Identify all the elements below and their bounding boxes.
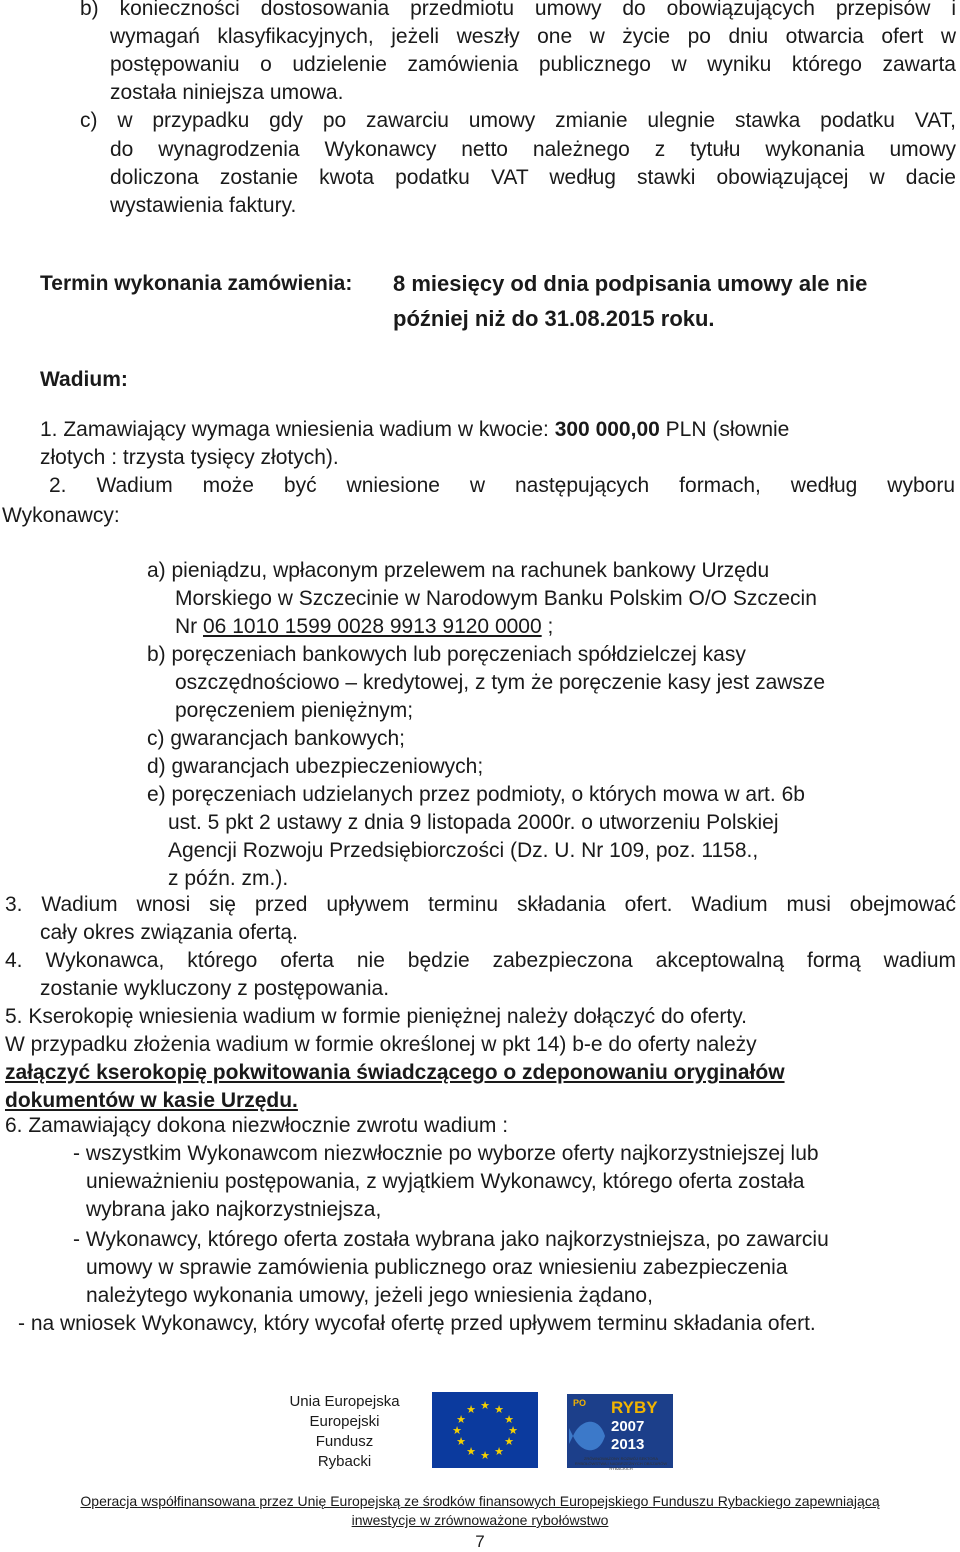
text-line: załączyć kserokopię pokwitowania świadczącego o zdeponowaniu oryginałów	[5, 1061, 785, 1084]
text-line: 2. Wadium może być wniesione w następujących formach, według wyboru	[49, 474, 955, 497]
footer-line: Operacja współfinansowana przez Unię Europejską ze środków finansowych Europejskiego Funduszu Rybackiego zapewniającą	[80, 1493, 880, 1509]
text-line: Wykonawcy:	[2, 504, 120, 527]
eu-flag-icon	[432, 1392, 538, 1468]
svg-text:★: ★	[480, 1449, 490, 1462]
termin-value: 8 miesięcy od dnia podpisania umowy ale nie	[393, 271, 868, 296]
svg-text:★: ★	[504, 1413, 514, 1426]
footer-line: inwestycje w zrównoważone rybołówstwo	[351, 1512, 609, 1528]
eu-fund-label	[282, 1392, 407, 1472]
text-line: W przypadku złożenia wadium w formie określonej w pkt 14) b-e do oferty należy	[5, 1033, 757, 1056]
text-line: b) poręczeniach bankowych lub poręczeniach spółdzielczej kasy	[147, 643, 746, 666]
wadium-heading: Wadium:	[40, 368, 128, 391]
svg-text:★: ★	[452, 1424, 462, 1437]
text-line: Agencji Rozwoju Przedsiębiorczości (Dz. U. Nr 109, poz. 1158.,	[168, 839, 759, 862]
text-line: wystawienia faktury.	[110, 194, 297, 217]
text-span: Nr	[175, 615, 203, 638]
svg-text:★: ★	[508, 1424, 518, 1437]
text-span: 1. Zamawiający wymaga wniesienia wadium w kwocie:	[40, 418, 555, 441]
text-line: należytego wykonania umowy, jeżeli jego wniesienia żądano,	[86, 1284, 653, 1307]
text-line: dokumentów w kasie Urzędu.	[5, 1089, 298, 1112]
text-line: została niniejsza umowa.	[110, 81, 344, 104]
logos-area	[282, 1392, 682, 1482]
text-line: postępowaniu o udzielenie zamówienia publicznego w wyniku którego zawarta	[110, 53, 956, 76]
svg-text:★: ★	[466, 1445, 476, 1458]
text-line: 3. Wadium wnosi się przed upływem terminu składania ofert. Wadium musi obejmować	[5, 893, 956, 916]
text-line: doliczona zostanie kwota podatku VAT według stawki obowiązującej w dacie	[110, 166, 956, 189]
eu-line: Rybacki	[317, 1453, 372, 1470]
text-line: - Wykonawcy, którego oferta została wybrana jako najkorzystniejsza, po zawarciu	[73, 1228, 829, 1251]
text-line: e) poręczeniach udzielanych przez podmioty, o których mowa w art. 6b	[147, 783, 805, 806]
termin-label: Termin wykonania zamówienia:	[40, 272, 353, 295]
svg-text:★: ★	[456, 1413, 466, 1426]
text-line	[175, 613, 553, 641]
text-line: oszczędnościowo – kredytowej, z tym że poręczenie kasy jest zawsze	[175, 671, 826, 694]
text-line: Morskiego w Szczecinie w Narodowym Banku Polskim O/O Szczecin	[175, 587, 817, 610]
text-span: PLN (słownie	[659, 418, 790, 441]
text-line: poręczeniem pieniężnym;	[175, 699, 414, 722]
termin-value: później niż do 31.08.2015 roku.	[393, 306, 715, 331]
svg-text:★: ★	[456, 1435, 466, 1448]
text-line: do wynagrodzenia Wykonawcy netto należnego z tytułu wykonania umowy	[110, 138, 956, 161]
account-number: 06 1010 1599 0028 9913 9120 0000	[203, 615, 542, 638]
text-line: b) konieczności dostosowania przedmiotu umowy do obowiązujących przepisów i	[80, 0, 956, 20]
text-line: wybrana jako najkorzystniejsza,	[86, 1198, 382, 1221]
text-line: a) pieniądzu, wpłaconym przelewem na rachunek bankowy Urzędu	[147, 559, 770, 582]
svg-text:★: ★	[504, 1435, 514, 1448]
text-line	[40, 416, 789, 444]
text-line: cały okres związania ofertą.	[40, 921, 298, 944]
ryby-caption: ZRÓWNOWAŻONY ROZWÓJ SEKTORA RYBOŁÓWSTWA I NADBRZEŻNYCH OBSZARÓW RYBACKICH	[574, 1456, 668, 1471]
text-line: - wszystkim Wykonawcom niezwłocznie po wyborze oferty najkorzystniejszej lub	[73, 1142, 819, 1165]
text-line: ust. 5 pkt 2 ustawy z dnia 9 listopada 2000r. o utworzeniu Polskiej	[168, 811, 779, 834]
eu-line: Unia Europejska	[289, 1393, 400, 1410]
svg-text:★: ★	[494, 1403, 504, 1416]
page-number: 7	[475, 1532, 485, 1551]
text-line: - na wniosek Wykonawcy, który wycofał ofertę przed upływem terminu składania ofert.	[18, 1312, 816, 1335]
svg-text:★: ★	[494, 1445, 504, 1458]
ryby-title: RYBY	[611, 1398, 658, 1417]
ryby-year: 2007	[611, 1418, 645, 1435]
text-span: ;	[541, 615, 554, 638]
eu-line: Europejski	[309, 1413, 380, 1430]
svg-text:★: ★	[466, 1403, 476, 1416]
eu-line: Fundusz	[315, 1433, 374, 1450]
text-line: c) w przypadku gdy po zawarciu umowy zmianie ulegnie stawka podatku VAT,	[80, 109, 956, 132]
text-line: złotych : trzysta tysięcy złotych).	[40, 446, 339, 469]
text-line: 5. Kserokopię wniesienia wadium w formie pieniężnej należy dołączyć do oferty.	[5, 1005, 747, 1028]
po-label: PO	[573, 1398, 587, 1408]
text-line: d) gwarancjach ubezpieczeniowych;	[147, 755, 484, 778]
text-line: umowy w sprawie zamówienia publicznego oraz wniesieniu zabezpieczenia	[86, 1256, 788, 1279]
text-line: 4. Wykonawca, którego oferta nie będzie zabezpieczona akceptowalną formą wadium	[5, 949, 956, 972]
text-line: c) gwarancjach bankowych;	[147, 727, 405, 750]
text-line: zostanie wykluczony z postępowania.	[40, 977, 390, 1000]
text-line: unieważnieniu postępowania, z wyjątkiem Wykonawcy, którego oferta została	[86, 1170, 805, 1193]
text-line: 6. Zamawiający dokona niezwłocznie zwrotu wadium :	[5, 1114, 509, 1137]
svg-text:★: ★	[480, 1399, 490, 1412]
text-line: z późn. zm.).	[168, 867, 289, 890]
text-line: wymagań klasyfikacyjnych, jeżeli weszły one w życie po dniu otwarcia ofert w	[110, 25, 956, 48]
ryby-year: 2013	[611, 1436, 645, 1453]
amount: 300 000,00	[554, 418, 660, 441]
